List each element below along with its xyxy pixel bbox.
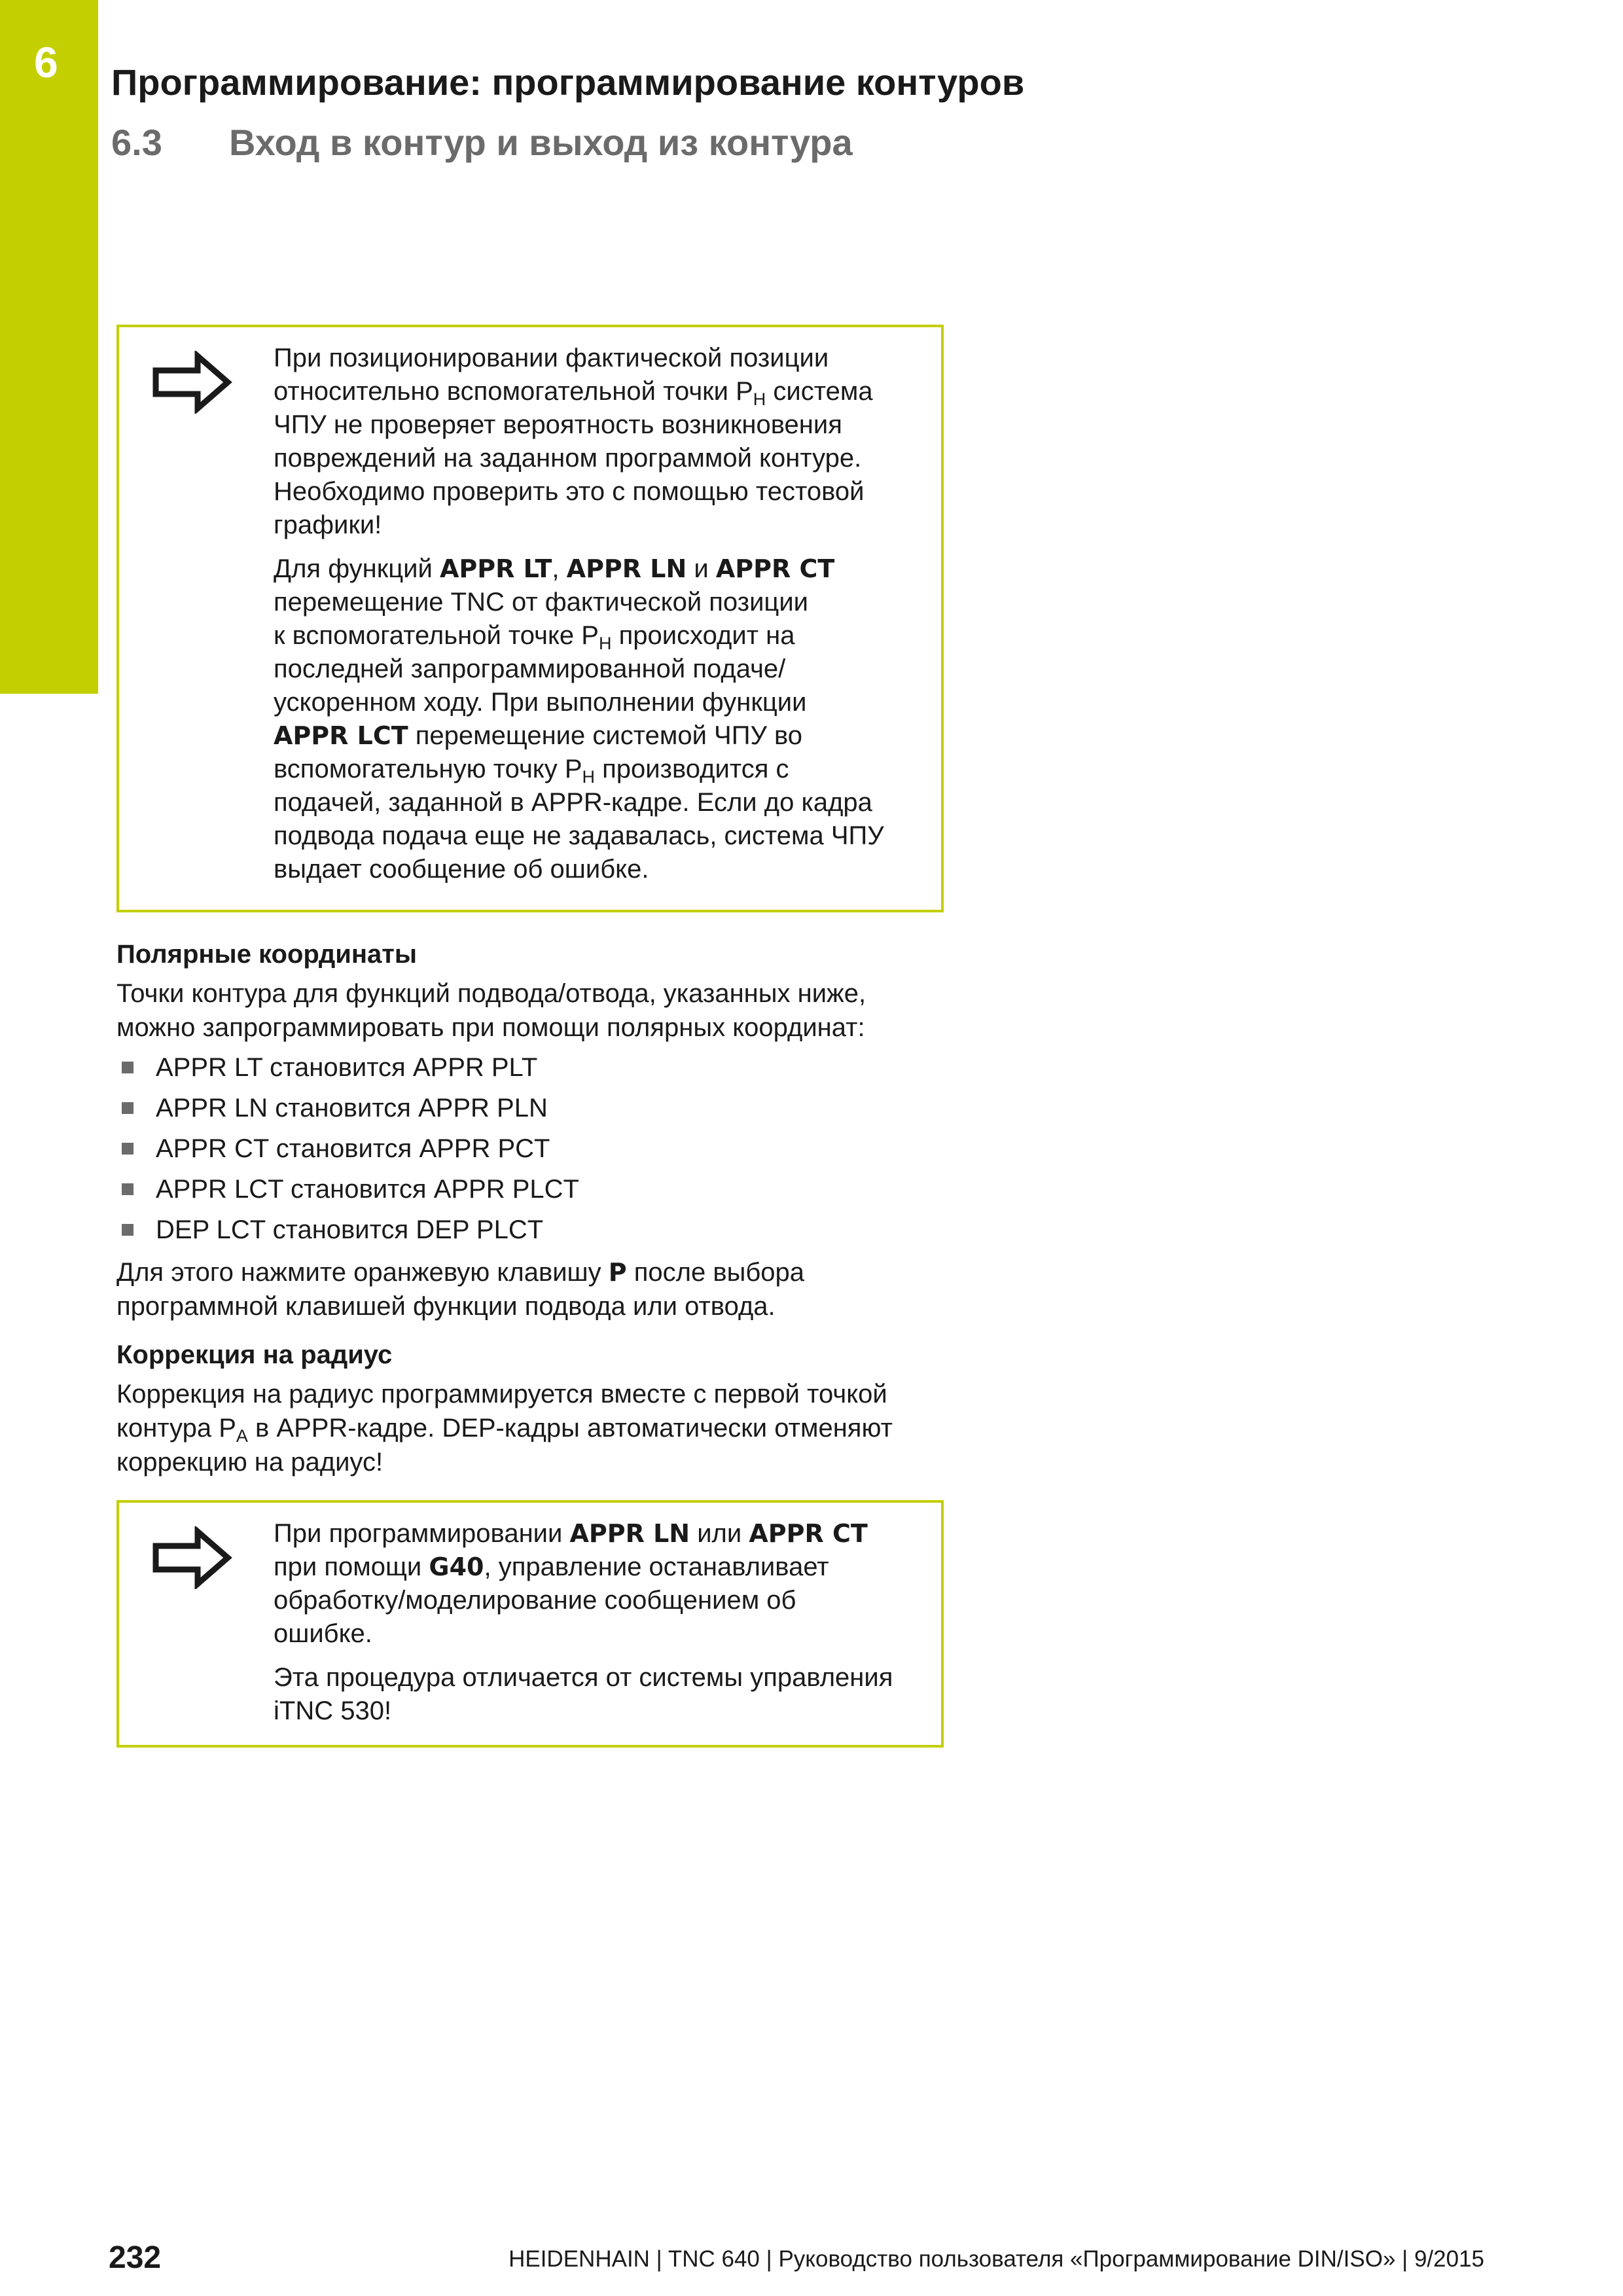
radius-compensation-section — [116, 1338, 967, 1479]
paragraph — [116, 1377, 967, 1479]
bullet-list — [116, 1047, 967, 1250]
code-term: G40 — [429, 1552, 484, 1581]
subscript: H — [753, 389, 766, 409]
chapter-tab — [0, 0, 98, 694]
text-run: происходит на — [611, 621, 795, 650]
list-item: APPR CT становится APPR PCT — [116, 1128, 967, 1169]
arrow-right-icon — [152, 351, 233, 414]
text-line: При позиционировании фактической позиции — [274, 344, 829, 372]
section-number: 6.3 — [111, 122, 162, 163]
text-line — [274, 375, 921, 408]
text-run: Для этого нажмите оранжевую клавишу — [116, 1258, 609, 1287]
text-line: можно запрограммировать при помощи полярных координат: — [116, 1013, 865, 1042]
text-line — [274, 1517, 921, 1551]
section-subheading: Коррекция на радиус — [116, 1340, 393, 1369]
subscript: H — [598, 634, 612, 653]
text-line: графики! — [274, 511, 382, 539]
text-line: перемещение TNC от фактической позиции — [274, 588, 809, 617]
text-run: При программировании — [274, 1519, 570, 1548]
text-line: последней запрограммированной подаче/ — [274, 655, 786, 683]
list-item: APPR LN становится APPR PLN — [116, 1088, 967, 1128]
text-run: и — [687, 554, 716, 583]
text-run: относительно вспомогательной точки P — [274, 377, 753, 406]
notice-paragraph — [274, 552, 921, 886]
text-line — [116, 1411, 967, 1445]
text-line: повреждений на заданном программой контуре. — [274, 444, 862, 473]
notice-paragraph — [274, 1661, 921, 1728]
text-run: , — [552, 554, 567, 583]
text-run: система — [766, 377, 873, 406]
polar-coordinates-section — [116, 937, 967, 1323]
section-heading — [111, 120, 853, 164]
notice-paragraph — [274, 342, 921, 542]
text-run: Для функций — [274, 554, 440, 583]
text-line — [274, 619, 921, 653]
footer-text: HEIDENHAIN | TNC 640 | Руководство пользователя «Программирование DIN/ISO» | 9/2015 — [508, 2246, 1484, 2272]
text-line — [274, 552, 921, 586]
code-term: APPR LCT — [274, 721, 408, 750]
list-item: APPR LT становится APPR PLT — [116, 1047, 967, 1088]
text-run: производится с — [595, 755, 789, 783]
text-line: коррекцию на радиус! — [116, 1448, 383, 1477]
notice-box — [116, 325, 944, 912]
page-number: 232 — [109, 2240, 162, 2275]
text-run: , управление останавливает — [484, 1552, 829, 1581]
code-term: APPR CT — [715, 554, 835, 583]
text-line: подвода подача еще не задавалась, система ЧПУ — [274, 821, 884, 850]
code-term: APPR LT — [439, 554, 552, 583]
text-line: Точки контура для функций подвода/отвода, указанных ниже, — [116, 979, 866, 1008]
text-run: к вспомогательной точке P — [274, 621, 599, 650]
text-line — [274, 753, 921, 786]
list-item: APPR LCT становится APPR PLCT — [116, 1169, 967, 1210]
chapter-title: Программирование: программирование контуров — [111, 62, 1025, 103]
text-run: вспомогательную точку P — [274, 755, 582, 783]
notice-box — [116, 1500, 944, 1748]
notice-text — [274, 1517, 921, 1738]
text-line — [274, 719, 921, 753]
notice-text — [274, 342, 921, 897]
section-title: Вход в контур и выход из контура — [229, 122, 853, 163]
text-run: контура P — [116, 1414, 236, 1443]
text-run: перемещение системой ЧПУ во — [408, 721, 803, 750]
text-run: или — [690, 1519, 749, 1548]
text-line: программной клавишей функции подвода или отвода. — [116, 1292, 776, 1321]
paragraph — [116, 1255, 967, 1323]
subscript: H — [582, 767, 596, 787]
text-line: ускоренном ходу. При выполнении функции — [274, 688, 807, 717]
list-item: DEP LCT становится DEP PLCT — [116, 1210, 967, 1250]
text-run: в APPR-кадре. DEP-кадры автоматически отменяют — [247, 1414, 893, 1443]
text-line: выдает сообщение об ошибке. — [274, 855, 649, 884]
key-label: P — [608, 1258, 627, 1287]
notice-paragraph — [274, 1517, 921, 1651]
code-term: APPR LN — [566, 554, 687, 583]
subscript: A — [236, 1426, 248, 1446]
arrow-right-icon — [152, 1526, 233, 1589]
text-line: ЧПУ не проверяет вероятность возникновения — [274, 410, 842, 439]
text-line: Коррекция на радиус программируется вместе с первой точкой — [116, 1380, 887, 1408]
code-term: APPR LN — [569, 1519, 690, 1548]
text-run: при помощи — [274, 1552, 429, 1581]
paragraph — [116, 977, 967, 1045]
text-run: после выбора — [626, 1258, 804, 1287]
text-line: Необходимо проверить это с помощью тестовой — [274, 477, 865, 506]
section-subheading: Полярные координаты — [116, 940, 417, 969]
text-line — [116, 1255, 967, 1289]
text-line: обработку/моделирование сообщением об — [274, 1586, 796, 1615]
text-line: Эта процедура отличается от системы управления — [274, 1663, 893, 1692]
code-term: APPR CT — [749, 1519, 868, 1548]
text-line: iTNC 530! — [274, 1696, 392, 1725]
text-line: подачей, заданной в APPR-кадре. Если до кадра — [274, 788, 872, 817]
chapter-number: 6 — [34, 38, 58, 86]
text-line: ошибке. — [274, 1619, 372, 1648]
text-line — [274, 1551, 921, 1584]
